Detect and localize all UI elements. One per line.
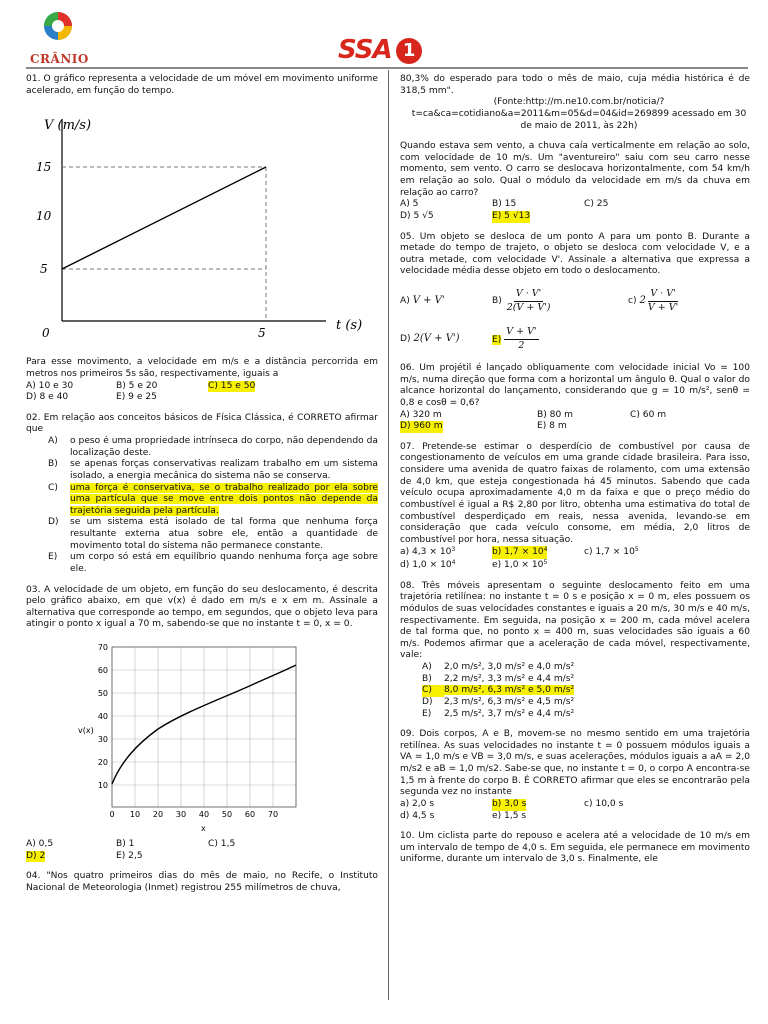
alternative-b[interactable]: B) 2,2 m/s², 3,3 m/s² e 4,4 m/s² [422,673,575,684]
option-a[interactable]: a) $4,3 \times 10^3$ [400,546,456,558]
page-header [0,0,768,70]
option-a[interactable]: A) 320 m [400,409,442,420]
option-a[interactable]: a) 2,0 s [400,798,435,809]
right-column [400,74,750,875]
option-e[interactable]: e) 1,5 s [492,810,527,821]
svg-text:30: 30 [175,810,187,819]
graph-xlabel: t (s) [336,318,363,334]
question-text: 02. Em relação aos conceitos básicos de Física Clássica, é CORRETO afirmar que [26,412,378,435]
brand-name: CRÂNIO [30,52,89,66]
option-e[interactable]: E) 5 √13 [492,210,531,221]
question-text: 09. Dois corpos, A e B, movem-se no mesmo sentido em uma trajetória retilínea. As suas velocidades no instante t = 0 possuem módulos iguais a VA = 1,0 m/s e VB = 3,0 m/s, e suas acelerações, módulos iguais a aA = 2,0 m/s2 e aB = 1,0 m/s2. Sabe-se que, no instante t = 0, o corpo A encontra-se 1,5 m à frente do corpo B. É CORRETO afirmar que eles se encontrarão pela segunda vez no instante [400,729,750,798]
question-text: 10. Um ciclista parte do repouso e acelera até a velocidade de 10 m/s em um intervalo de tempo de 4,0 s. Em seguida, ele permanece em movimento uniforme, durante um intervalo de 3,0 s. Finalmente, ele [400,831,750,865]
question-text: 07. Pretende-se estimar o desperdício de combustível por causa de congestionamento de veículos em uma grande cidade brasileira. Para isso, considere uma avenida de quatro faixas de rolamento, com uma extensão de 4,0 km, que esteja congestionada há 45 minutos. Sabendo que cada veículo ocupa aproximadamente 4,0 m da faixa e que o preço médio do combustível é igual a R$ 2,80 por litro, obtenha uma estimativa do total de combustível desperdiçado em reais, nessa avenida, levando-se em consideração que cada veículo consome, em média, 2,0 litros de combustível por hora, nessa situação. [400,441,750,545]
question-prompt: Quando estava sem vento, a chuva caía verticalmente em relação ao solo, com velocidade de 10 m/s. Um "aventureiro" saiu com seu carro nesse momento, sem vento. O carro se deslocava horizontalmente, com 54 km/h em relação ao solo. Qual o módulo da velocidade em m/s da chuva em relação ao carro? [400,141,750,198]
graph-ylabel: v(x) [78,726,94,735]
velocity-time-graph [26,109,378,349]
svg-text:20: 20 [97,758,108,767]
option-c[interactable]: c) $1,7 \times 10^5$ [584,546,639,558]
alternative-b[interactable]: B) $\frac{V \cdot V'}{2(V + V')}$ [492,288,551,313]
x-tick: 5 [258,326,266,341]
option-a[interactable]: A) 0,5 [26,839,54,849]
svg-text:60: 60 [97,666,108,675]
option-d[interactable]: D) 8 e 40 [26,392,69,403]
svg-text:10: 10 [97,781,108,790]
option-d[interactable]: d) 4,5 s [400,810,435,821]
alternative-c[interactable]: C) 8,0 m/s², 6,3 m/s² e 5,0 m/s² [422,685,575,696]
formula-row-1 [400,286,750,316]
x-tick: 0 [42,326,50,341]
left-column [26,74,378,904]
alternative-e[interactable]: E) $\frac{V + V'}{2}$ [492,326,537,351]
question-prompt: Para esse movimento, a velocidade em m/s e a distância percorrida em metros nos primeiros 5s são, respectivamente, iguais a [26,357,378,379]
alternative-e[interactable]: E) 2,5 m/s², 3,7 m/s² e 4,4 m/s² [422,708,575,719]
svg-text:70: 70 [267,810,279,819]
options [400,559,750,572]
alternative-a[interactable]: A) 2,0 m/s², 3,0 m/s² e 4,0 m/s² [422,662,575,672]
svg-text:30: 30 [97,735,108,744]
options [400,546,750,559]
alternative-c[interactable]: C) uma força é conservativa, se o trabalho realizado por ela sobre uma partícula que se move entre dois pontos não depende da trajetória seguida pela partícula. [48,482,378,516]
exam-name: SSA [338,35,392,65]
question-04-cont [400,74,750,223]
question-08 [400,581,750,721]
header-divider [26,67,748,69]
option-b[interactable]: B) 1 [116,839,135,849]
svg-text:0: 0 [109,810,115,819]
question-07 [400,442,750,572]
option-b[interactable]: B) 15 [492,199,517,210]
option-c[interactable]: c) 10,0 s [584,798,624,809]
option-d[interactable]: D) 5 √5 [400,210,434,221]
alternative-b[interactable]: B) se apenas forças conservativas realizam trabalho em um sistema isolado, a energia mecânica do sistema não se conserva. [48,459,378,481]
svg-text:50: 50 [221,810,233,819]
alternative-a[interactable]: A) o peso é uma propriedade intrínseca do corpo, não dependendo da localização deste. [48,436,378,458]
question-text: 05. Um objeto se desloca de um ponto A para um ponto B. Durante a metade do tempo de trajeto, o objeto se desloca com velocidade V, e a outra metade, com velocidade V'. Assinale a alternativa que expressa a velocidade média desse objeto em todo o deslocamento. [400,231,750,277]
option-b[interactable]: b) 3,0 s [492,798,527,809]
question-05 [400,232,750,355]
svg-text:70: 70 [97,643,108,652]
alternatives [48,436,378,576]
option-d[interactable]: D) 2 [26,850,46,861]
question-text: 04. "Nos quatro primeiros dias do mês de maio, no Recife, o Instituto Nacional de Meteorologia (Inmet) registrou 255 milímetros de chuva, [26,871,378,893]
option-c[interactable]: C) 25 [584,199,609,210]
question-03 [26,585,378,863]
options [400,421,750,433]
option-a[interactable]: A) 10 e 30 [26,380,74,391]
question-10 [400,831,750,866]
graph-ylabel: V (m/s) [44,118,92,134]
options [400,799,750,811]
option-e[interactable]: E) 8 m [537,421,567,432]
svg-text:60: 60 [244,810,256,819]
alternative-c[interactable]: c) 2 $\frac{V \cdot V'}{V + V'}$ [628,288,679,313]
option-c[interactable]: C) 15 e 50 [208,380,256,391]
option-a[interactable]: A) 5 [400,199,419,210]
options [400,211,750,223]
options [26,851,378,863]
y-tick: 10 [36,209,52,224]
question-04-start [26,871,378,894]
options [26,381,378,393]
question-01 [26,74,378,404]
option-e[interactable]: E) 2,5 [116,850,143,861]
option-d[interactable]: d) $1,0 \times 10^4$ [400,559,456,570]
question-text: 03. A velocidade de um objeto, em função do seu deslocamento, é descrita pelo gráfico abaixo, em que v(x) é dado em m/s e x em m. Assinale a alternativa que corresponde ao tempo, em segundos, que o objeto leva para atingir o ponto x igual a 70 m, sabendo-se que no instante t = 0, x = 0. [26,584,378,630]
y-tick: 5 [40,262,48,277]
alternative-d[interactable]: D) 2(V + V') [400,332,460,344]
question-09 [400,729,750,822]
options [400,410,750,422]
option-e[interactable]: e) $1,0 \times 10^5$ [492,559,548,570]
formula-row-2 [400,324,750,354]
question-text: 08. Três móveis apresentam o seguinte deslocamento feito em uma trajetória retilínea: no instante t = 0 s e posição x = 0 m, eles possuem os módulos de suas velocidades constantes e iguais a 20 m/s, 30 m/s e 40 m/s, respectivamente. Em seguida, na posição x = 200 m, cada móvel acelera de tal forma que, no ponto x = 400 m, suas velocidades são iguais a 60 m/s. Podemos afirmar que a aceleração de cada móvel, respectivamente, vale: [400,580,750,661]
svg-text:20: 20 [152,810,164,819]
alternative-d[interactable]: D) se um sistema está isolado de tal forma que nenhuma força resultante externa atua sobre ele, então a quantidade de movimento total do sistema não permanece constante. [48,517,378,551]
options [26,392,378,404]
question-text: 06. Um projétil é lançado obliquamente com velocidade inicial Vo = 100 m/s, numa direção que forma com a horizontal um ângulo θ. Qual o valor do alcance horizontal do lançamento, considerando que g = 10 m/s², senθ = 0,8 e cosθ = 0,6? [400,363,750,408]
option-c[interactable]: C) 60 m [630,409,667,420]
alternative-a[interactable]: A) V + V' [400,294,445,306]
option-b[interactable]: B) 5 e 20 [116,380,158,391]
option-b[interactable]: B) 80 m [537,409,573,420]
exam-number-badge: 1 [396,38,422,64]
velocity-position-graph [76,637,336,837]
source-citation: (Fonte:http://m.ne10.com.br/noticia/?t=ca&ca=cotidiano&a=2011&m=05&d=04&id=269899 acessado em 30 de maio de 2011, às 22h) [411,97,747,131]
column-divider [388,70,389,1000]
exam-title [338,34,422,67]
svg-text:50: 50 [97,689,108,698]
alternatives [422,662,750,720]
alternative-e[interactable]: E) um corpo só está em equilíbrio quando nenhuma força age sobre ele. [48,552,378,574]
y-tick: 15 [36,160,52,175]
alternative-d[interactable]: D) 2,3 m/s², 6,3 m/s² e 4,5 m/s² [422,696,575,707]
option-d[interactable]: D) 960 m [400,421,443,432]
svg-text:40: 40 [97,712,108,721]
question-text-cont: 80,3% do esperado para todo o mês de maio, cuja média histórica é de 318,5 mm". [400,74,750,96]
graph-xlabel: x [201,824,206,833]
options [400,199,750,211]
option-e[interactable]: E) 9 e 25 [116,392,157,403]
question-06 [400,363,750,433]
question-text: 01. O gráfico representa a velocidade de um móvel em movimento uniforme acelerado, em função do tempo. [26,74,378,96]
svg-text:40: 40 [198,810,210,819]
option-b[interactable]: b) $1,7 \times 10^4$ [492,546,548,558]
options [26,839,378,851]
svg-text:10: 10 [129,810,141,819]
options [400,811,750,823]
option-c[interactable]: C) 1,5 [208,839,236,849]
question-02 [26,413,378,576]
